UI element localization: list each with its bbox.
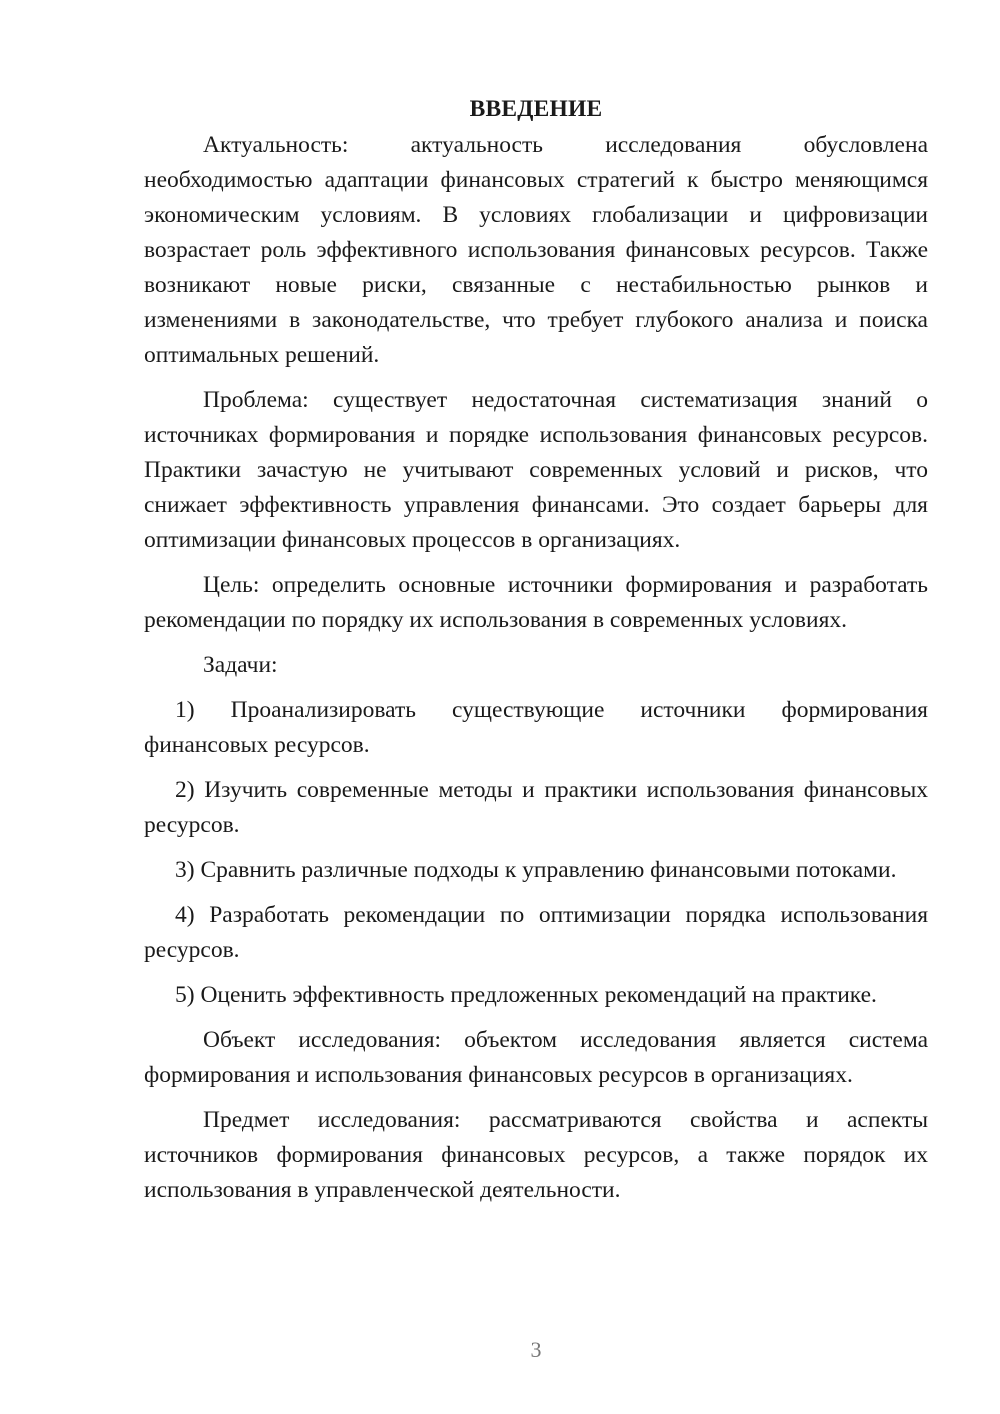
page-title: ВВЕДЕНИЕ bbox=[469, 96, 603, 122]
object-paragraph: Объект исследования: объектом исследования является система формирования и использования финансовых ресурсов в организациях. bbox=[144, 1027, 928, 1088]
problem-paragraph: Проблема: существует недостаточная систематизация знаний о источниках формирования и порядке использования финансовых ресурсов. Практики зачастую не учитывают современных условий и рисков, что снижает эффективность управления финансами. Это создает барьеры для оптимизации финансовых процессов в организациях. bbox=[144, 387, 928, 553]
tasks-label: Задачи: bbox=[203, 652, 278, 678]
task-item-2: 2) Изучить современные методы и практики использования финансовых ресурсов. bbox=[144, 777, 928, 838]
relevance-paragraph: Актуальность: актуальность исследования обусловлена необходимостью адаптации финансовых стратегий к быстро меняющимся экономическим условиям. В условиях глобализации и цифровизации возрастает роль эффективного использования финансовых ресурсов. Также возникают новые риски, связанные с нестабильностью рынков и изменениями в законодательстве, что требует глубокого анализа и поиска оптимальных решений. bbox=[144, 132, 928, 368]
task-item-1: 1) Проанализировать существующие источники формирования финансовых ресурсов. bbox=[144, 697, 928, 758]
goal-paragraph: Цель: определить основные источники формирования и разработать рекомендации по порядку их использования в современных условиях. bbox=[144, 572, 928, 633]
task-item-3: 3) Сравнить различные подходы к управлению финансовыми потоками. bbox=[175, 857, 897, 883]
page-number: 3 bbox=[530, 1337, 542, 1362]
page-content bbox=[144, 92, 928, 1218]
subject-paragraph: Предмет исследования: рассматриваются свойства и аспекты источников формирования финансовых ресурсов, а также порядок их использования в управленческой деятельности. bbox=[144, 1107, 928, 1203]
task-item-5: 5) Оценить эффективность предложенных рекомендаций на практике. bbox=[175, 982, 877, 1008]
task-item-4: 4) Разработать рекомендации по оптимизации порядка использования ресурсов. bbox=[144, 902, 928, 963]
